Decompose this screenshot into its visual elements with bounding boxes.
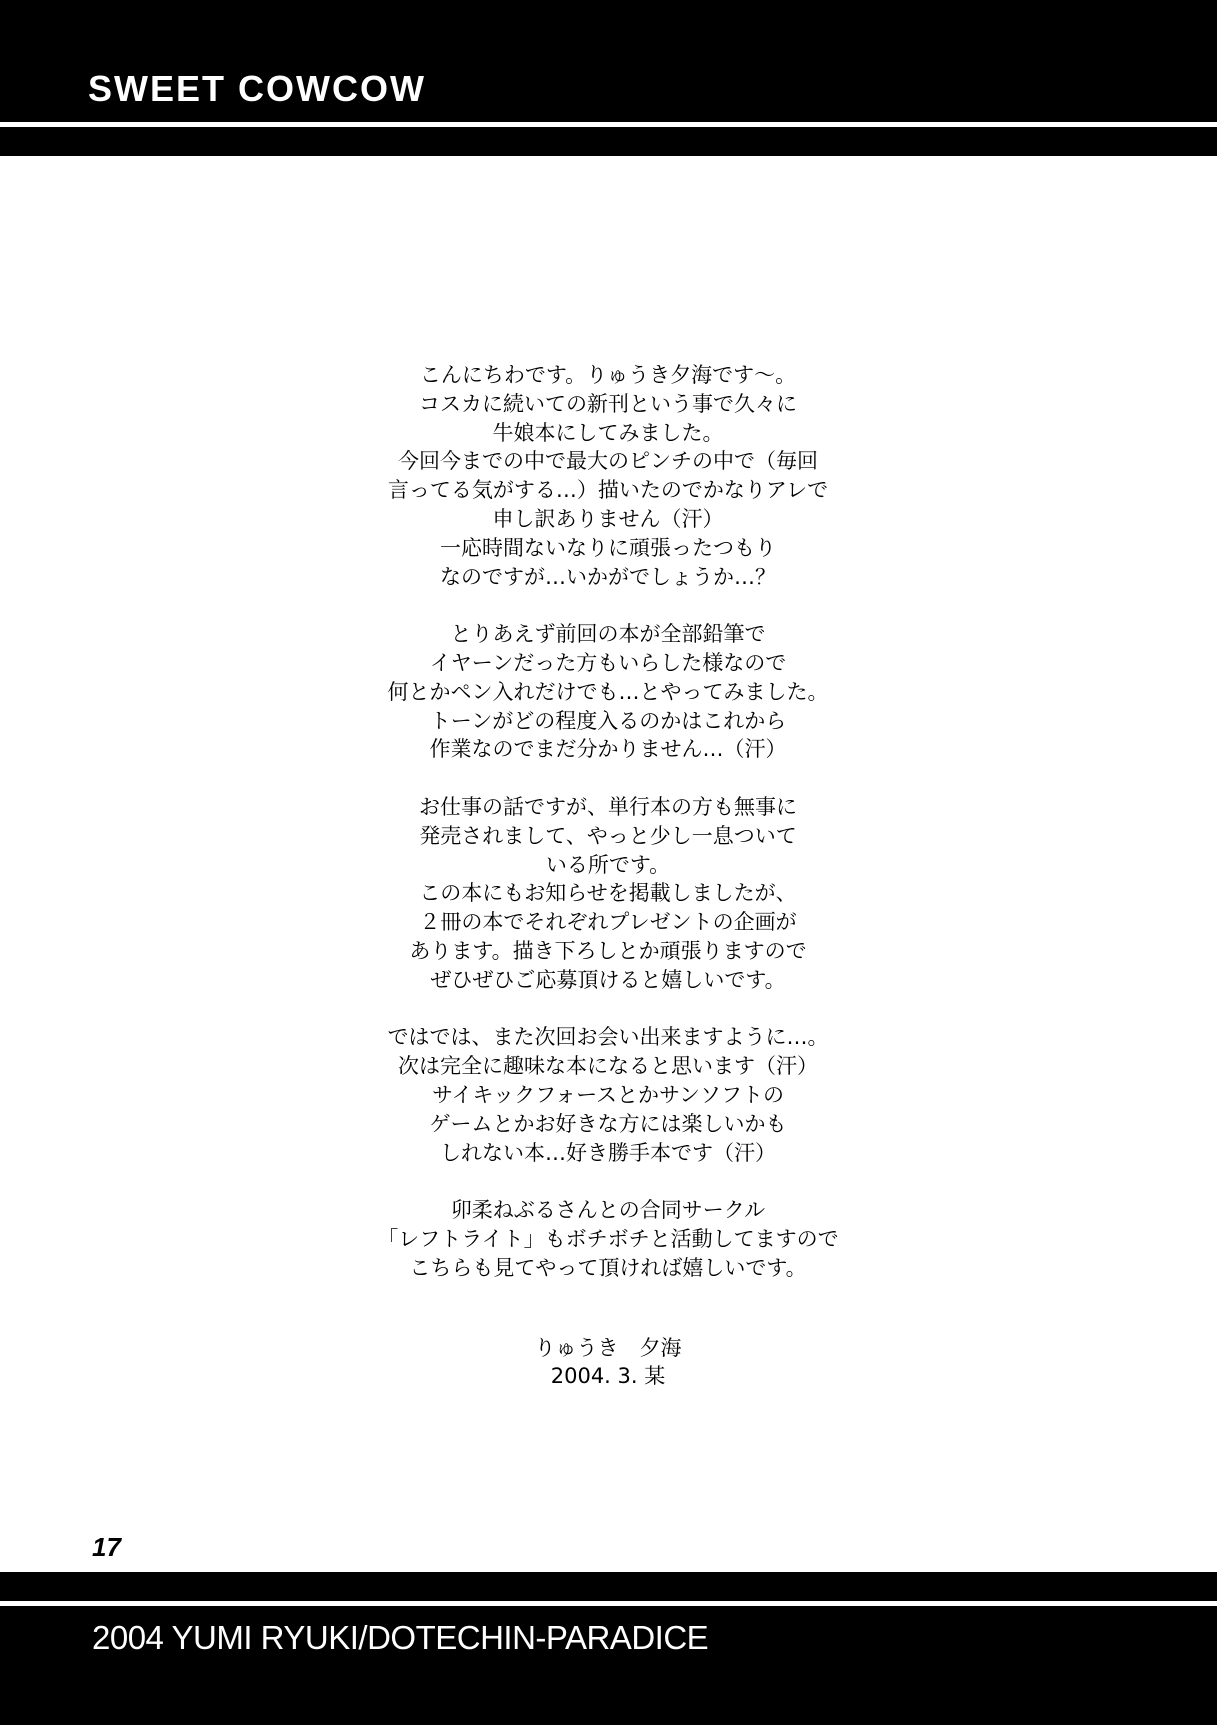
author-signature bbox=[408, 1334, 808, 1390]
author-name: りゅうき 夕海 bbox=[534, 1336, 682, 1360]
header-lower-band bbox=[0, 127, 1217, 156]
text-line: 言ってる気がする…）描いたのでかなりアレで bbox=[387, 478, 829, 503]
text-line: ぜひぜひご応募頂けると嬉しいです。 bbox=[430, 967, 786, 992]
text-line: お仕事の話ですが、単行本の方も無事に bbox=[419, 794, 797, 819]
text-line: あります。描き下ろしとか頑張りますので bbox=[409, 938, 807, 963]
text-line: 一応時間ないなりに頑張ったつもり bbox=[440, 535, 776, 560]
text-line: 卯柔ねぶるさんとの合同サークル bbox=[450, 1198, 766, 1223]
text-line: 作業なのでまだ分かりません…（汗） bbox=[429, 737, 787, 762]
signature-date: 2004. 3. 某 bbox=[550, 1364, 666, 1388]
text-line: トーンがどの程度入るのかはこれから bbox=[429, 708, 787, 733]
afterword-paragraph-4 bbox=[258, 1023, 958, 1167]
text-line: 牛娘本にしてみました。 bbox=[492, 420, 724, 445]
text-line: 申し訳ありません（汗） bbox=[492, 506, 724, 531]
footer-divider-stripe bbox=[0, 1601, 1217, 1606]
afterword-paragraph-5 bbox=[258, 1196, 958, 1282]
text-line: 次は完全に趣味な本になると思います（汗） bbox=[398, 1054, 818, 1079]
book-title: SWEET COWCOW bbox=[88, 68, 426, 109]
text-line: ではでは、また次回お会い出来ますように…。 bbox=[387, 1025, 829, 1050]
page-number: 17 bbox=[92, 1532, 121, 1562]
text-line: イヤーンだった方もいらした様なので bbox=[429, 650, 787, 675]
text-line: この本にもお知らせを掲載しましたが、 bbox=[419, 881, 797, 906]
copyright-credit: 2004 YUMI RYUKI/DOTECHIN-PARADICE bbox=[92, 1619, 709, 1656]
text-line: 発売されまして、やっと少し一息ついて bbox=[419, 823, 797, 848]
text-line: しれない本…好き勝手本です（汗） bbox=[440, 1140, 776, 1165]
afterword-paragraph-3 bbox=[258, 793, 958, 995]
text-line: なのですが…いかがでしょうか…？ bbox=[440, 564, 776, 589]
text-line: 何とかペン入れだけでも…とやってみました。 bbox=[387, 679, 829, 704]
afterword-text bbox=[258, 361, 958, 1311]
text-line: こちらも見てやって頂ければ嬉しいです。 bbox=[409, 1255, 807, 1280]
text-line: 今回今までの中で最大のピンチの中で（毎回 bbox=[398, 449, 818, 474]
text-line: ゲームとかお好きな方には楽しいかも bbox=[429, 1111, 787, 1136]
afterword-paragraph-1 bbox=[258, 361, 958, 591]
afterword-paragraph-2 bbox=[258, 620, 958, 764]
text-line: サイキックフォースとかサンソフトの bbox=[432, 1082, 784, 1107]
text-line: ２冊の本でそれぞれプレゼントの企画が bbox=[419, 910, 797, 935]
text-line: いる所です。 bbox=[545, 852, 671, 877]
text-line: とりあえず前回の本が全部鉛筆で bbox=[450, 622, 766, 647]
text-line: こんにちわです。りゅうき夕海です～。 bbox=[419, 363, 797, 387]
text-line: 「レフトライト」もボチボチと活動してますので bbox=[377, 1226, 839, 1251]
text-line: コスカに続いての新刊という事で久々に bbox=[419, 391, 797, 416]
